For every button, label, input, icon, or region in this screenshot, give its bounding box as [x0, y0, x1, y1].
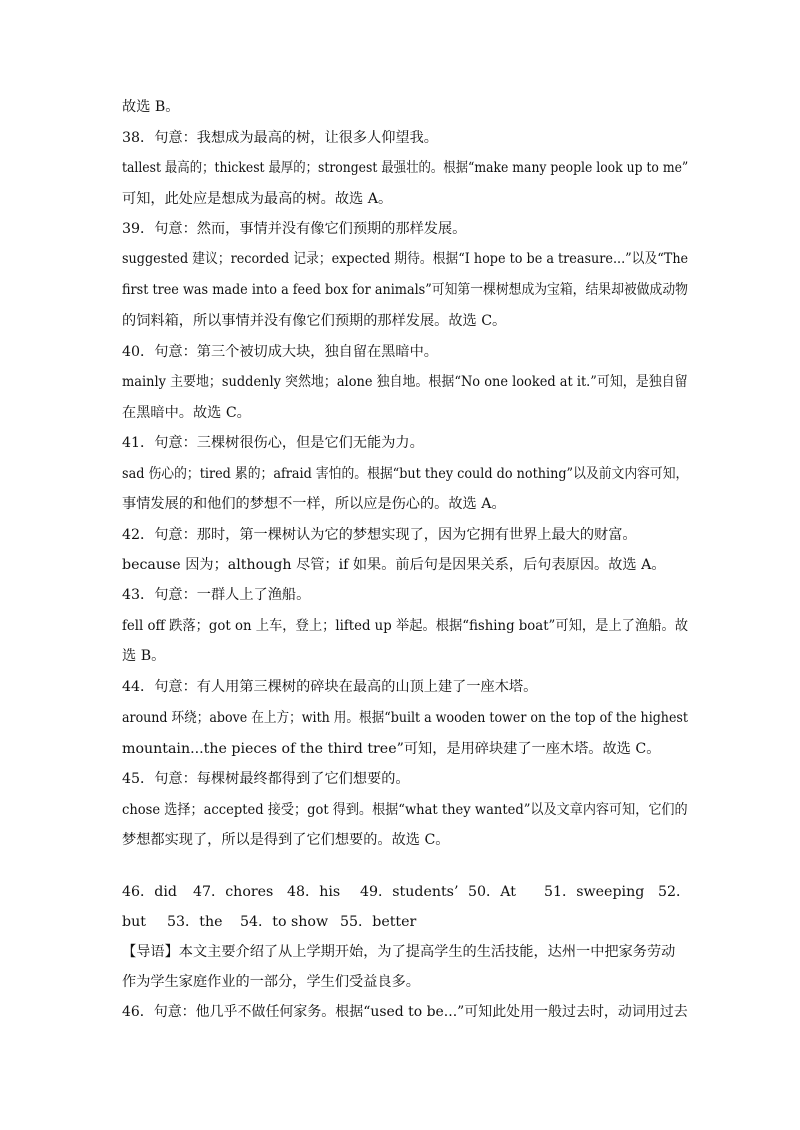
text-line: 【导语】本文主要介绍了从上学期开始，为了提高学生的生活技能，达州一中把家务劳动 [122, 944, 676, 960]
text-line: 作为学生家庭作业的一部分，学生们受益良多。 [122, 974, 420, 990]
answer-item: 47．chores [193, 884, 274, 900]
text-line: 事情发展的和他们的梦想不一样，所以应是伤心的。故选 A。 [122, 496, 506, 512]
text-line: 梦想都实现了，所以是得到了它们想要的。故选 C。 [122, 832, 450, 848]
answer-item: 52． [658, 884, 691, 900]
answer-item: 49．students’ [360, 884, 459, 900]
text-line: first tree was made into a feed box for animals”可知第一棵树想成为宝箱，结果却被做成动物 [122, 282, 688, 298]
text-line: 可知，此处应是想成为最高的树。故选 A。 [122, 191, 393, 207]
text-line: fell off 跌落；got on 上车，登上；lifted up 举起。根据“fishing boat”可知，是上了渔船。故 [122, 618, 689, 634]
answer-item: 50．At [468, 884, 516, 900]
text-line: sad 伤心的；tired 累的；afraid 害怕的。根据“but they could do nothing”以及前文内容可知， [122, 466, 689, 482]
text-line: tallest 最高的；thickest 最厚的；strongest 最强壮的。根据“make many people look up to me” [122, 160, 689, 176]
text-line: 故选 B。 [122, 99, 180, 115]
text-line: 38．句意：我想成为最高的树，让很多人仰望我。 [122, 130, 438, 146]
answer-item: 53．the [167, 914, 223, 930]
answer-key-row [122, 912, 416, 932]
text-line: mountain...the pieces of the third tree”可知，是用碎块建了一座木塔。故选 C。 [122, 741, 661, 757]
answer-item: but [122, 914, 146, 930]
answer-item: 54．to show [240, 914, 329, 930]
text-line: 44．句意：有人用第三棵树的碎块在最高的山顶上建了一座木塔。 [122, 679, 538, 695]
text-line: 选 B。 [122, 648, 166, 664]
text-line: 的饲料箱，所以事情并没有像它们预期的那样发展。故选 C。 [122, 313, 507, 329]
text-line: 45．句意：每棵树最终都得到了它们想要的。 [122, 771, 410, 787]
text-line: 39．句意：然而，事情并没有像它们预期的那样发展。 [122, 221, 467, 237]
text-line: 在黑暗中。故选 C。 [122, 405, 251, 421]
answer-item: 51．sweeping [544, 884, 645, 900]
text-line: 40．句意：第三个被切成大块，独自留在黑暗中。 [122, 344, 438, 360]
text-line: 41．句意：三棵树很伤心，但是它们无能为力。 [122, 435, 424, 451]
text-line: around 环绕；above 在上方；with 用。根据“built a wooden tower on the top of the highest [122, 710, 688, 726]
text-line: 46．句意：他几乎不做任何家务。根据“used to be...”可知此处用一般过去时，动词用过去 [122, 1004, 688, 1020]
text-line: 42．句意：那时，第一棵树认为它的梦想实现了，因为它拥有世界上最大的财富。 [122, 527, 637, 543]
text-line: chose 选择；accepted 接受；got 得到。根据“what they wanted”以及文章内容可知，它们的 [122, 802, 688, 818]
answer-item: 55．better [340, 914, 417, 930]
answer-item: 46．did [122, 884, 177, 900]
answer-key-row [122, 882, 690, 902]
text-line: because 因为；although 尽管；if 如果。前后句是因果关系，后句表原因。故选 A。 [122, 557, 666, 573]
text-line: mainly 主要地；suddenly 突然地；alone 独自地。根据“No one looked at it.”可知，是独自留 [122, 374, 688, 390]
answer-item: 48．his [287, 884, 341, 900]
text-line: 43．句意：一群人上了渔船。 [122, 587, 311, 603]
text-line: suggested 建议；recorded 记录；expected 期待。根据“I hope to be a treasure...”以及“The [122, 251, 689, 267]
